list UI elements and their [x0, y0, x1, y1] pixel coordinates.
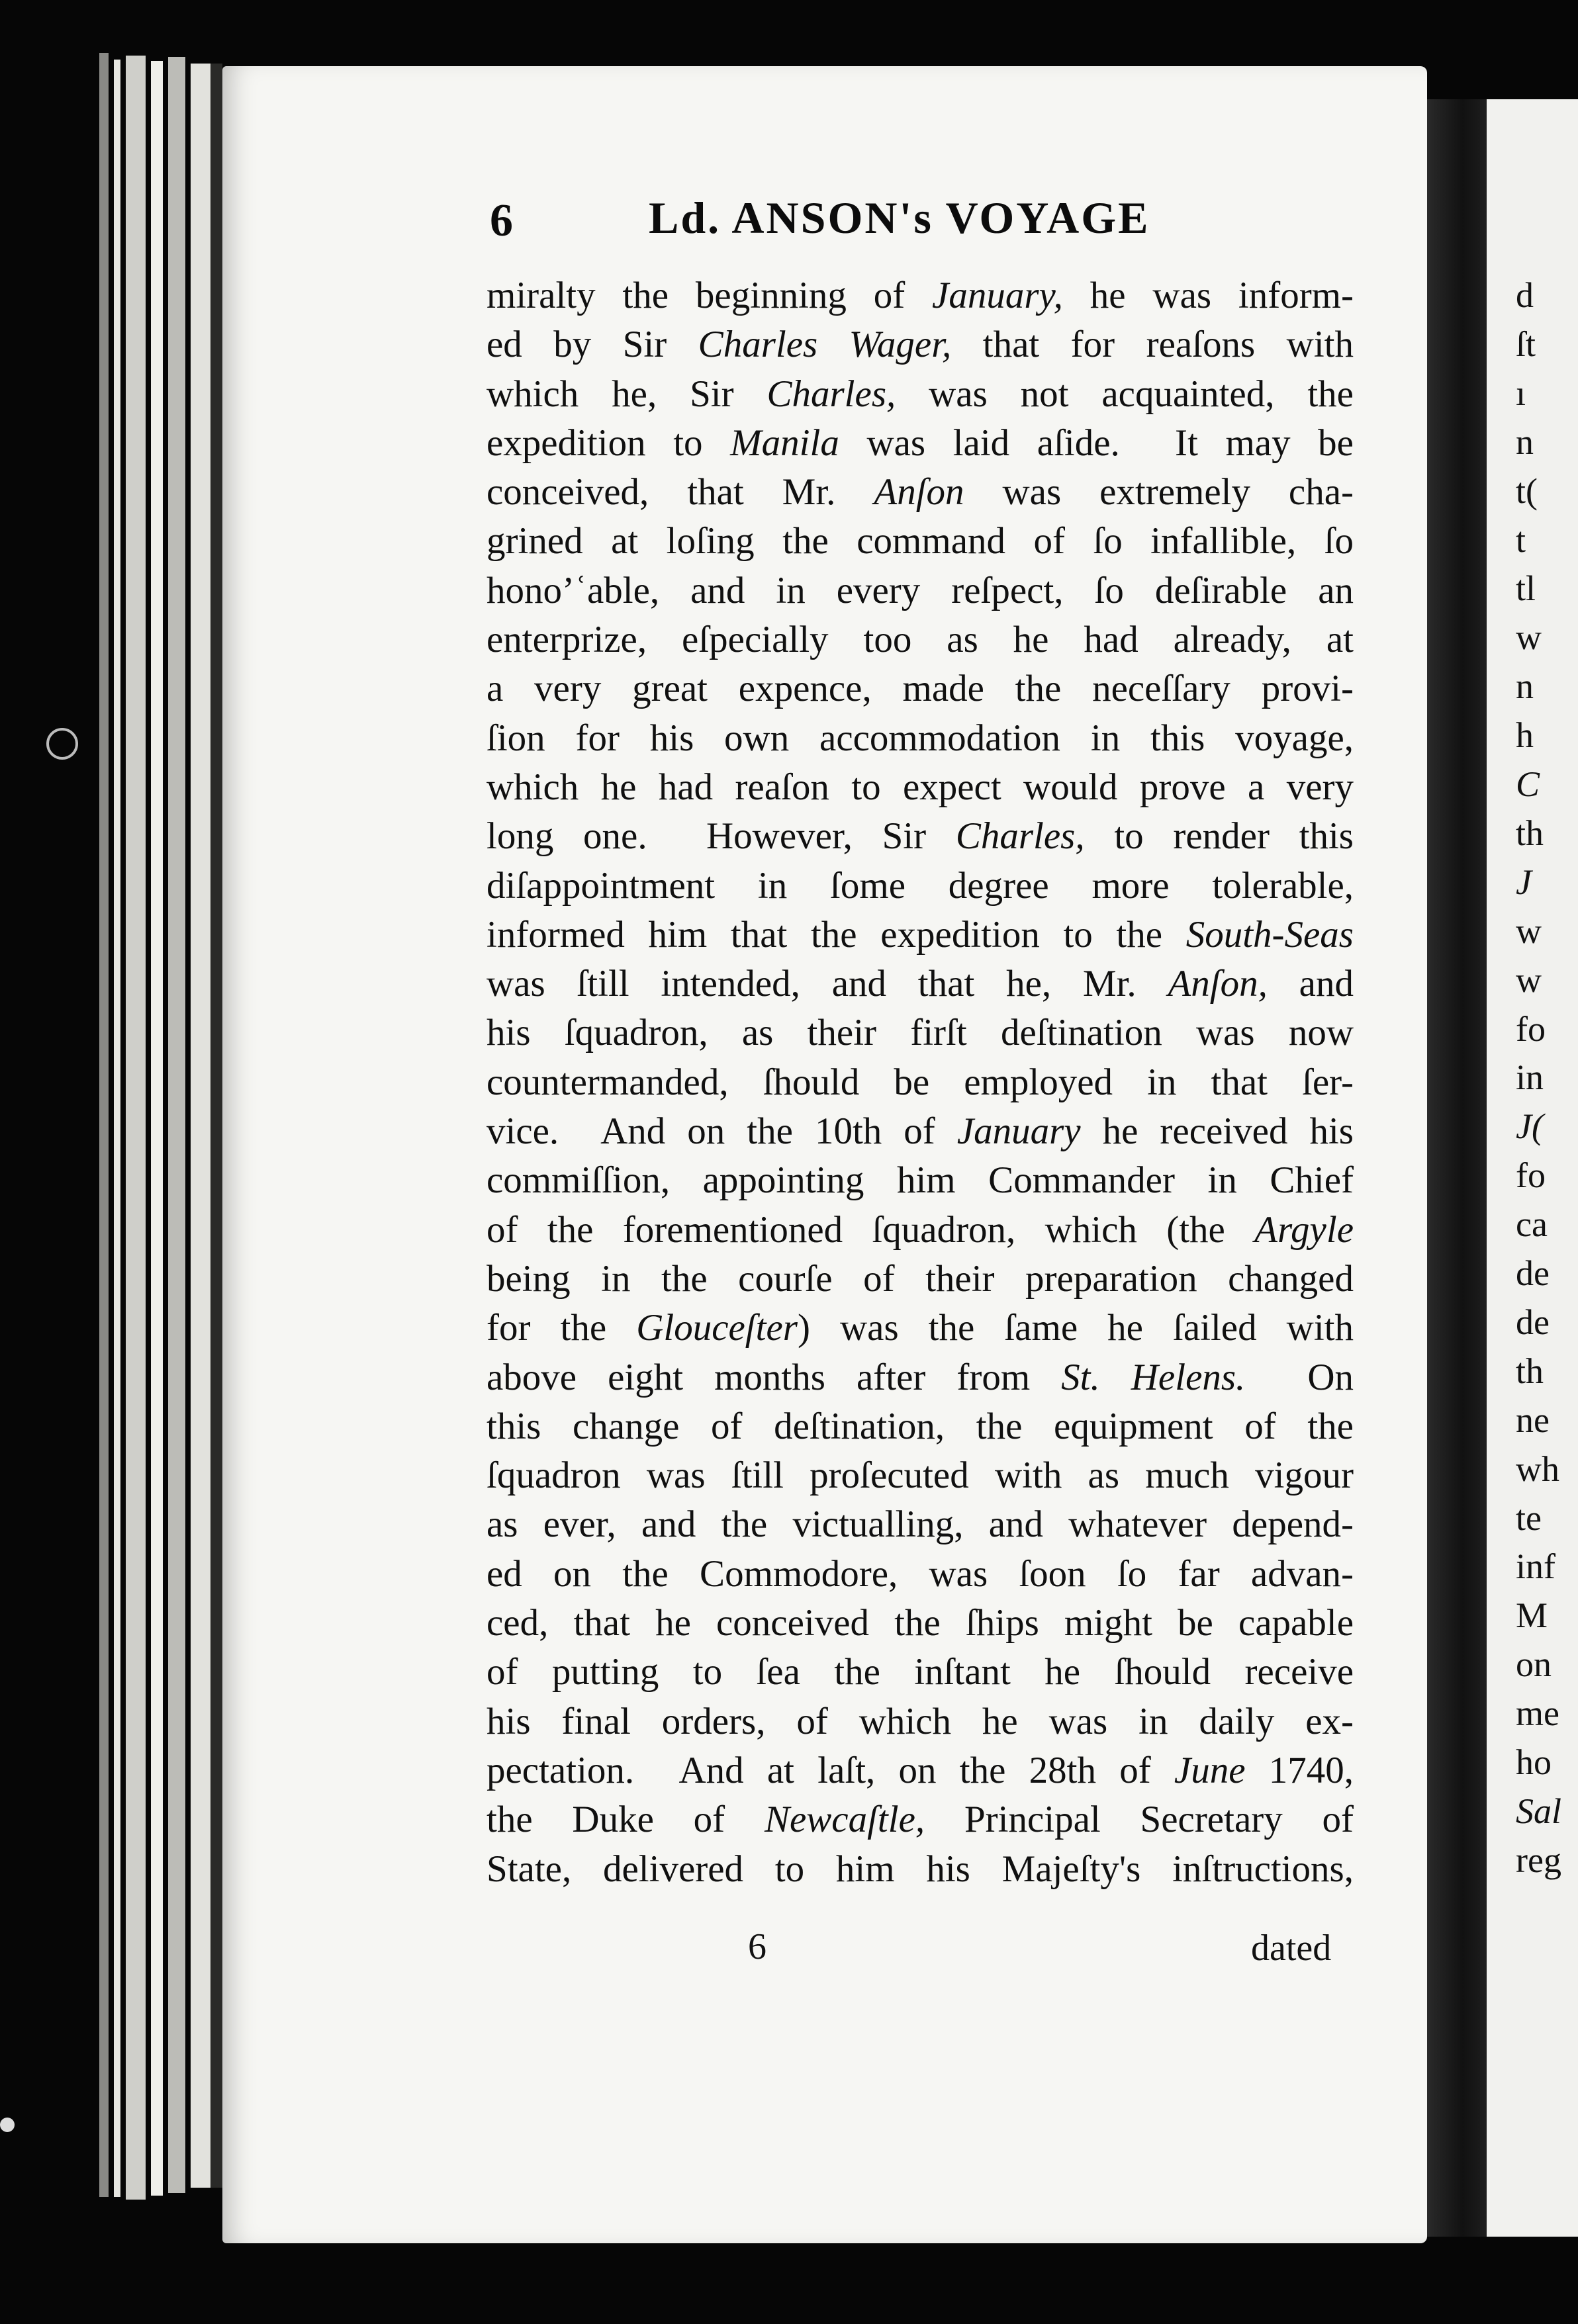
- text-run: informed him that the expedition to the: [487, 913, 1186, 956]
- signature-mark: 6: [748, 1926, 766, 1967]
- facing-text-fragment: Sal: [1516, 1791, 1562, 1831]
- text-run: and: [1267, 963, 1354, 1005]
- text-line: [487, 1648, 1354, 1697]
- facing-text-fragment: ı: [1516, 373, 1526, 413]
- text-line: [487, 812, 1354, 861]
- text-run: his final orders, of which he was in daily ex-: [487, 1700, 1354, 1742]
- page-edge: [126, 56, 146, 2200]
- page-edge: [210, 64, 222, 2188]
- text-line: [487, 1500, 1354, 1549]
- text-run: ed on the Commodore, was ſoon ſo far advan-: [487, 1552, 1354, 1595]
- italic-text: Newcaſtle,: [764, 1799, 925, 1841]
- dust-speck: [46, 728, 78, 760]
- facing-text-fragment: ca: [1516, 1204, 1548, 1245]
- text-run: Principal Secretary of: [925, 1799, 1354, 1841]
- text-run: ced, that he conceived the ſhips might be capable: [487, 1602, 1354, 1644]
- text-run: miralty the beginning of: [487, 275, 933, 316]
- text-run: hono’ʿable, and in every reſpect, ſo deſirable an: [487, 569, 1354, 611]
- running-head: [490, 192, 1430, 258]
- text-line: [487, 714, 1354, 763]
- italic-text: St. Helens.: [1061, 1356, 1246, 1398]
- text-run: as ever, and the victualling, and whatever depend-: [487, 1503, 1354, 1546]
- text-run: of putting to ſea the inſtant he ſhould receive: [487, 1651, 1354, 1693]
- text-run: he received his: [1080, 1110, 1354, 1153]
- facing-text-fragment: ſt: [1516, 324, 1536, 364]
- facing-text-fragment: C: [1516, 764, 1540, 804]
- facing-text-fragment: th: [1516, 1351, 1544, 1391]
- facing-text-fragment: w: [1516, 960, 1542, 1000]
- text-line: [487, 566, 1354, 615]
- page-edge: [191, 64, 210, 2188]
- text-line: [487, 1550, 1354, 1599]
- italic-text: Charles,: [955, 815, 1085, 858]
- text-run: vice. And on the 10th of: [487, 1110, 957, 1153]
- facing-text-fragment: ho: [1516, 1742, 1552, 1782]
- text-run: that for reaſons with: [951, 324, 1354, 366]
- text-run: was laid aſide. It may be: [839, 422, 1354, 464]
- text-line: [487, 1697, 1354, 1746]
- facing-text-fragment: me: [1516, 1693, 1559, 1734]
- text-line: [487, 1599, 1354, 1648]
- text-line: [487, 1353, 1354, 1402]
- text-run: which he, Sir: [487, 373, 767, 415]
- facing-text-fragment: fo: [1516, 1155, 1546, 1196]
- text-line: [487, 664, 1354, 713]
- text-line: [487, 1795, 1354, 1844]
- facing-text-fragment: M: [1516, 1595, 1548, 1636]
- text-run: grined at loſing the command of ſo infallible, ſo: [487, 520, 1354, 562]
- facing-text-fragment: h: [1516, 715, 1534, 756]
- body-text: [487, 271, 1354, 1894]
- running-title: Ld. ANSON's VOYAGE: [649, 193, 1150, 243]
- facing-text-fragment: te: [1516, 1497, 1542, 1538]
- facing-text-fragment: t: [1516, 519, 1526, 560]
- italic-text: January: [956, 1110, 1081, 1153]
- text-line: [487, 1156, 1354, 1205]
- text-line: [487, 1451, 1354, 1500]
- text-run: to render this: [1084, 815, 1354, 858]
- text-line: [487, 370, 1354, 419]
- facing-text-fragment: th: [1516, 813, 1544, 853]
- text-run: On: [1245, 1356, 1354, 1398]
- text-line: [487, 517, 1354, 566]
- text-run: State, delivered to him his Majeſty's inſtructions,: [487, 1848, 1354, 1890]
- text-line: [487, 320, 1354, 369]
- book-gutter: [1427, 99, 1487, 2237]
- facing-text-fragment: tl: [1516, 568, 1536, 609]
- text-line: [487, 1008, 1354, 1057]
- text-run: above eight months after from: [487, 1356, 1062, 1398]
- text-run: enterprize, eſpecially too as he had already, at: [487, 619, 1354, 661]
- text-run: diſappointment in ſome degree more tolerable,: [487, 864, 1354, 907]
- facing-text-fragment: w: [1516, 911, 1542, 951]
- page-edge: [114, 60, 120, 2197]
- italic-text: Glouceſter: [636, 1307, 798, 1349]
- italic-text: January,: [932, 275, 1063, 316]
- text-run: he was inform-: [1062, 275, 1354, 316]
- text-line: [487, 1107, 1354, 1156]
- text-line: [487, 763, 1354, 812]
- facing-text-fragment: de: [1516, 1302, 1550, 1342]
- text-run: 1740,: [1245, 1749, 1354, 1791]
- text-line: [487, 468, 1354, 517]
- facing-text-fragment: inf: [1516, 1546, 1555, 1587]
- facing-text-fragment: J(: [1516, 1106, 1544, 1147]
- facing-text-fragment: in: [1516, 1057, 1544, 1098]
- italic-text: Charles Wager,: [698, 324, 952, 366]
- text-run: being in the courſe of their preparation changed: [487, 1257, 1354, 1300]
- text-run: commiſſion, appointing him Commander in Chief: [487, 1159, 1354, 1202]
- page-edge: [99, 53, 109, 2197]
- text-run: conceived, that Mr.: [487, 471, 874, 514]
- text-run: ſquadron was ſtill proſecuted with as much vigour: [487, 1454, 1354, 1497]
- text-line: [487, 1845, 1354, 1894]
- italic-text: Manila: [730, 422, 839, 464]
- text-run: was extremely cha-: [964, 471, 1354, 514]
- text-line: [487, 1206, 1354, 1255]
- italic-text: Argyle: [1254, 1208, 1354, 1251]
- facing-text-fragment: de: [1516, 1253, 1550, 1293]
- text-run: countermanded, ſhould be employed in that ſer-: [487, 1061, 1354, 1103]
- text-run: was ſtill intended, and that he, Mr.: [487, 963, 1168, 1005]
- italic-text: Anſon,: [1168, 963, 1268, 1005]
- text-run: his ſquadron, as their firſt deſtination was now: [487, 1012, 1354, 1054]
- text-line: [487, 960, 1354, 1008]
- text-line: [487, 615, 1354, 664]
- italic-text: Anſon: [874, 471, 964, 514]
- text-run: expedition to: [487, 422, 731, 464]
- text-line: [487, 862, 1354, 911]
- facing-text-fragment: n: [1516, 666, 1534, 707]
- facing-text-fragment: d: [1516, 275, 1534, 315]
- catchword: dated: [1251, 1928, 1332, 1969]
- facing-text-fragment: J: [1516, 862, 1532, 902]
- text-line: [487, 1255, 1354, 1304]
- facing-text-fragment: t(: [1516, 470, 1538, 511]
- text-line: [487, 1304, 1354, 1353]
- text-run: the Duke of: [487, 1799, 765, 1841]
- text-run: this change of deſtination, the equipment of the: [487, 1405, 1354, 1447]
- text-run: ſion for his own accommodation in this voyage,: [487, 717, 1354, 759]
- text-run: for the: [487, 1307, 637, 1349]
- dust-speck: [0, 2118, 15, 2132]
- text-run: of the forementioned ſquadron, which (the: [487, 1208, 1255, 1251]
- text-run: a very great expence, made the neceſſary provi-: [487, 668, 1354, 710]
- facing-text-fragment: w: [1516, 617, 1542, 658]
- text-run: ) was the ſame he ſailed with: [797, 1307, 1354, 1349]
- text-line: [487, 1058, 1354, 1107]
- page-edge: [151, 61, 163, 2196]
- facing-text-fragment: reg: [1516, 1840, 1561, 1880]
- facing-text-fragment: n: [1516, 422, 1534, 462]
- facing-text-fragment: ne: [1516, 1400, 1550, 1440]
- text-run: pectation. And at laſt, on the 28th of: [487, 1749, 1174, 1791]
- text-run: long one. However, Sir: [487, 815, 956, 858]
- text-line: [487, 911, 1354, 960]
- page-number: 6: [490, 195, 513, 246]
- text-run: ed by Sir: [487, 324, 698, 366]
- text-line: [487, 271, 1354, 320]
- page-edge: [168, 57, 185, 2193]
- facing-text-fragment: wh: [1516, 1449, 1559, 1489]
- facing-text-fragment: fo: [1516, 1008, 1546, 1049]
- text-line: [487, 419, 1354, 468]
- italic-text: Charles,: [766, 373, 896, 415]
- facing-text-fragment: on: [1516, 1644, 1552, 1685]
- italic-text: South-Seas: [1185, 913, 1354, 956]
- text-run: which he had reaſon to expect would prove a very: [487, 766, 1354, 808]
- text-line: [487, 1402, 1354, 1451]
- text-line: [487, 1746, 1354, 1795]
- text-run: was not acquainted, the: [896, 373, 1354, 415]
- italic-text: June: [1174, 1749, 1246, 1791]
